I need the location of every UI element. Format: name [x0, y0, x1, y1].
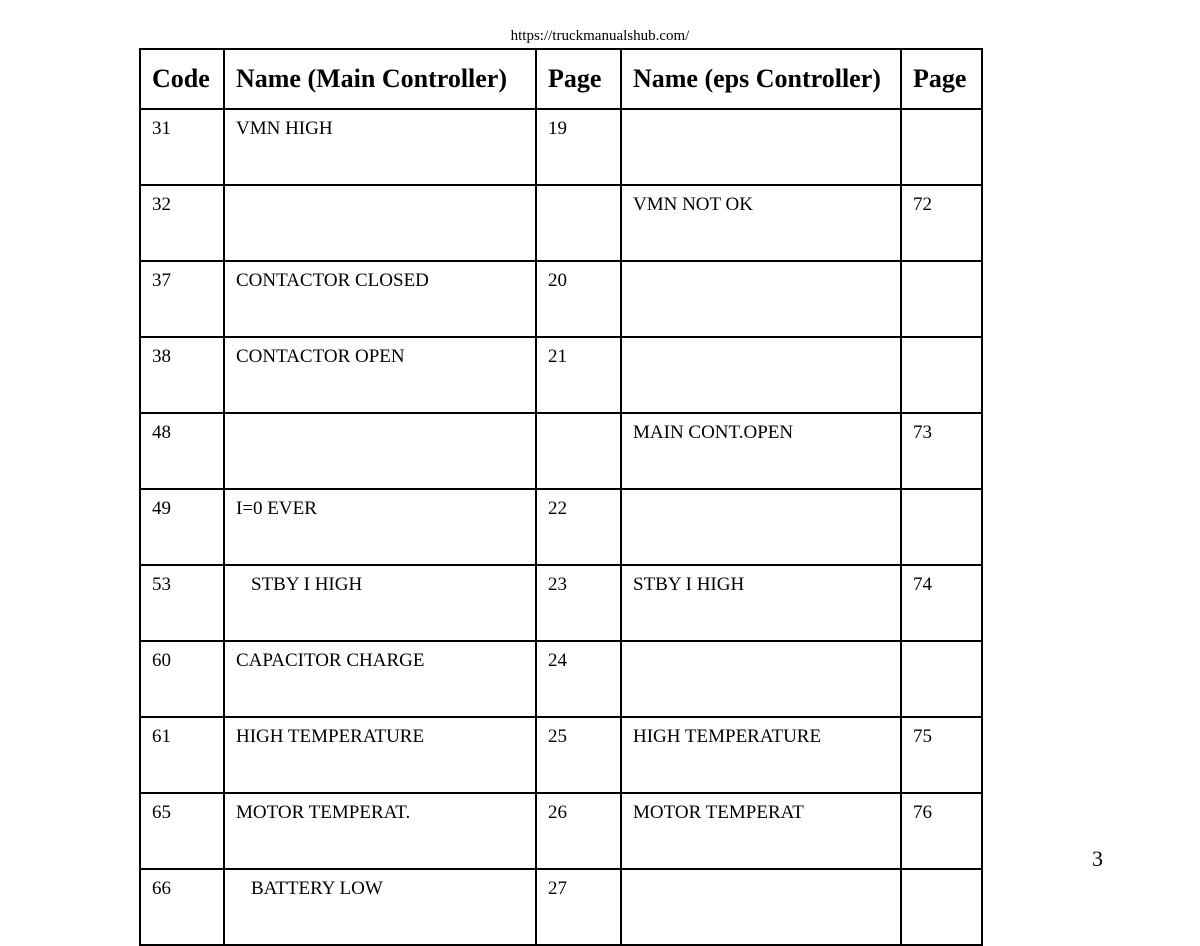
table-row — [140, 185, 982, 261]
cell-eps-name: VMN NOT OK — [621, 185, 901, 261]
cell-eps-page — [901, 109, 982, 185]
cell-main-page — [536, 413, 621, 489]
cell-main-page: 23 — [536, 565, 621, 641]
cell-main-page: 24 — [536, 641, 621, 717]
cell-code: 53 — [140, 565, 224, 641]
cell-main-page: 25 — [536, 717, 621, 793]
cell-main-page: 26 — [536, 793, 621, 869]
cell-eps-page — [901, 869, 982, 945]
cell-eps-name: MAIN CONT.OPEN — [621, 413, 901, 489]
cell-code: 61 — [140, 717, 224, 793]
page-number: 3 — [1092, 846, 1103, 871]
cell-eps-page — [901, 337, 982, 413]
cell-main-page: 22 — [536, 489, 621, 565]
col-header-code: Code — [140, 49, 224, 109]
cell-code: 66 — [140, 869, 224, 945]
cell-eps-name: MOTOR TEMPERAT — [621, 793, 901, 869]
table-row — [140, 261, 982, 337]
cell-main-page: 27 — [536, 869, 621, 945]
table-row — [140, 641, 982, 717]
cell-eps-page: 74 — [901, 565, 982, 641]
cell-eps-page: 72 — [901, 185, 982, 261]
col-header-main-name: Name (Main Controller) — [224, 49, 536, 109]
cell-eps-page: 73 — [901, 413, 982, 489]
table-row — [140, 565, 982, 641]
cell-code: 65 — [140, 793, 224, 869]
cell-main-name: MOTOR TEMPERAT. — [224, 793, 536, 869]
table-header-row — [140, 49, 982, 109]
cell-eps-name — [621, 641, 901, 717]
col-header-eps-name: Name (eps Controller) — [621, 49, 901, 109]
table-row — [140, 413, 982, 489]
cell-eps-page: 76 — [901, 793, 982, 869]
table-row — [140, 489, 982, 565]
cell-main-name — [224, 185, 536, 261]
col-header-main-page: Page — [536, 49, 621, 109]
table-row — [140, 337, 982, 413]
cell-eps-page — [901, 489, 982, 565]
cell-eps-name — [621, 337, 901, 413]
cell-code: 48 — [140, 413, 224, 489]
cell-main-page: 20 — [536, 261, 621, 337]
cell-main-name: I=0 EVER — [224, 489, 536, 565]
cell-eps-name — [621, 261, 901, 337]
cell-code: 38 — [140, 337, 224, 413]
cell-main-name: HIGH TEMPERATURE — [224, 717, 536, 793]
cell-main-page: 19 — [536, 109, 621, 185]
cell-main-name — [224, 565, 536, 641]
cell-eps-name — [621, 489, 901, 565]
cell-main-page: 21 — [536, 337, 621, 413]
cell-main-name — [224, 413, 536, 489]
cell-eps-name — [621, 109, 901, 185]
cell-main-name-text: STBY I HIGH — [251, 574, 363, 595]
cell-code: 32 — [140, 185, 224, 261]
cell-eps-page — [901, 261, 982, 337]
cell-eps-name: STBY I HIGH — [621, 565, 901, 641]
cell-code: 37 — [140, 261, 224, 337]
cell-main-name-text: BATTERY LOW — [251, 878, 383, 899]
cell-main-page — [536, 185, 621, 261]
cell-code: 60 — [140, 641, 224, 717]
table-row — [140, 717, 982, 793]
cell-eps-page — [901, 641, 982, 717]
error-code-table — [139, 48, 983, 946]
cell-main-name: CONTACTOR CLOSED — [224, 261, 536, 337]
table-row — [140, 869, 982, 945]
cell-eps-page: 75 — [901, 717, 982, 793]
cell-eps-name: HIGH TEMPERATURE — [621, 717, 901, 793]
table-row — [140, 793, 982, 869]
cell-main-name: VMN HIGH — [224, 109, 536, 185]
cell-main-name: CONTACTOR OPEN — [224, 337, 536, 413]
cell-main-name: CAPACITOR CHARGE — [224, 641, 536, 717]
cell-code: 31 — [140, 109, 224, 185]
col-header-eps-page: Page — [901, 49, 982, 109]
cell-main-name — [224, 869, 536, 945]
table-row — [140, 109, 982, 185]
source-url: https://truckmanualshub.com/ — [510, 28, 690, 44]
cell-eps-name — [621, 869, 901, 945]
cell-code: 49 — [140, 489, 224, 565]
